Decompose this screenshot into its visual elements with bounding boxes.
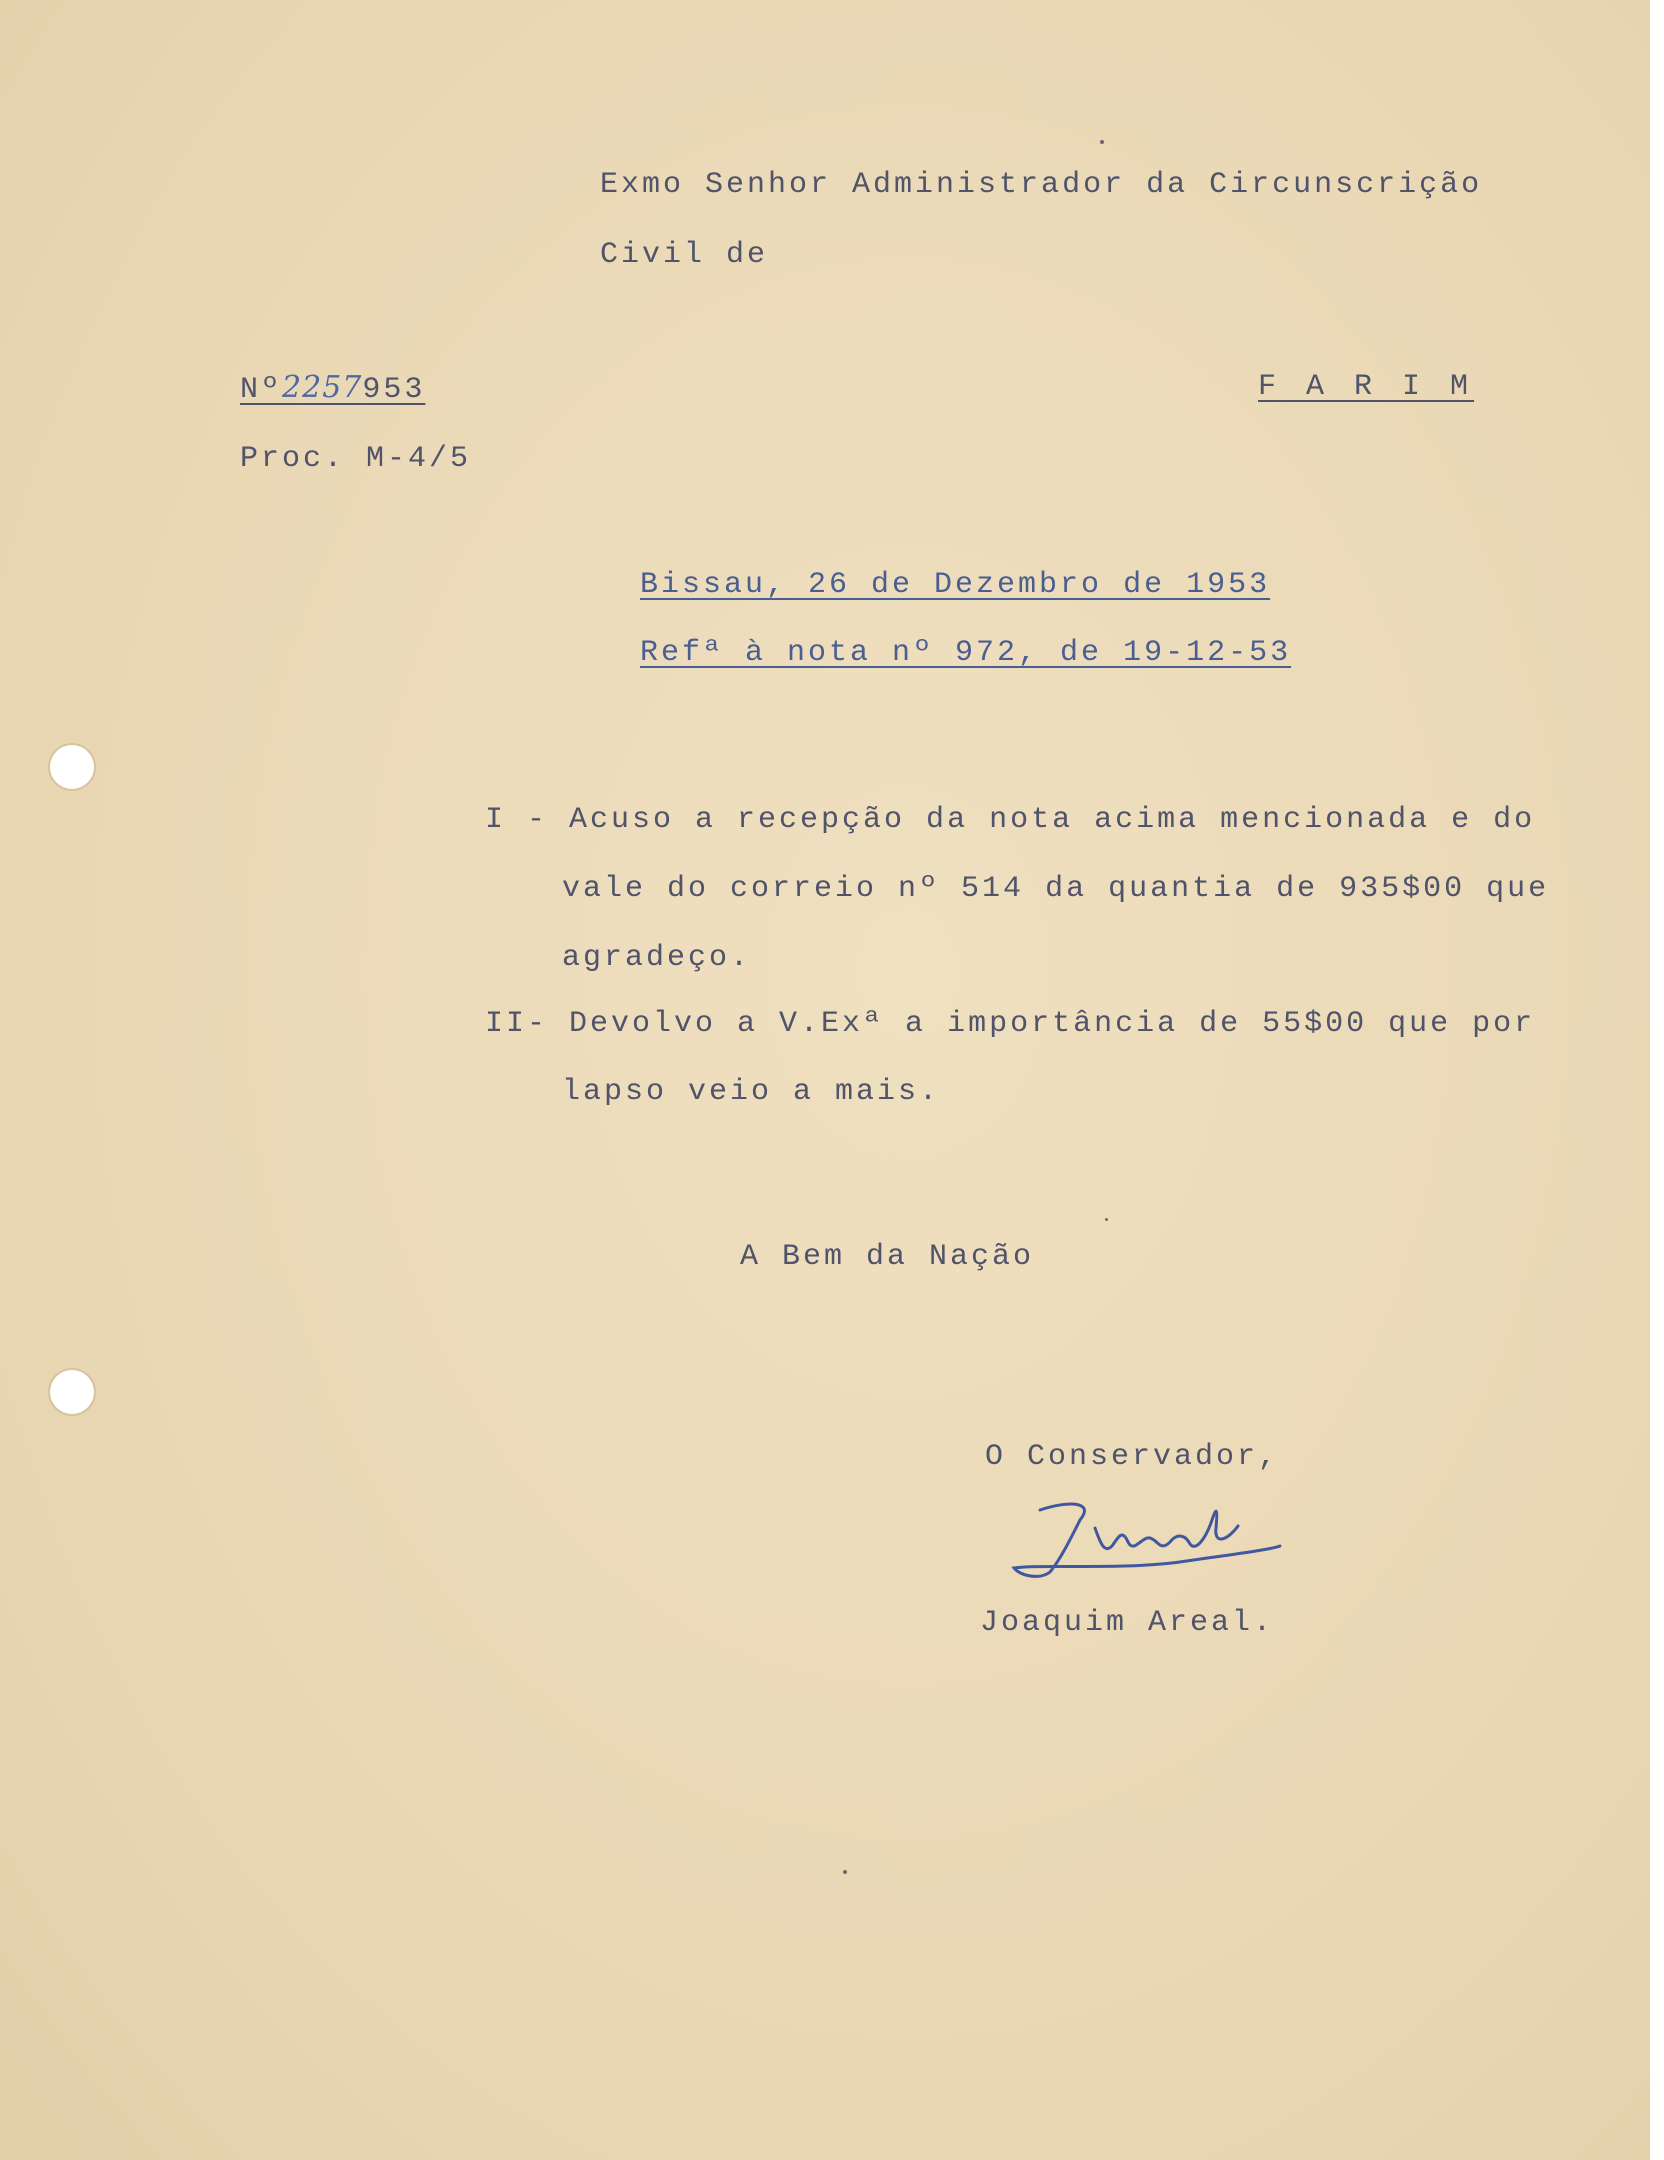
paragraph-1-line-2: vale do correio nº 514 da quantia de 935$00 que: [562, 872, 1550, 906]
paper-speck: [843, 1870, 847, 1874]
signoff-title: O Conservador,: [985, 1440, 1280, 1474]
reference-line: Refª à nota nº 972, de 19-12-53: [640, 636, 1292, 670]
paper-speck: [1100, 140, 1104, 144]
paragraph-2-line-2: lapso veio a mais.: [562, 1075, 941, 1109]
destination-town: F A R I M: [1258, 370, 1475, 404]
scan-edge: [1650, 0, 1664, 2160]
process-number: Proc. M-4/5: [240, 442, 472, 476]
signer-name: Joaquim Areal.: [980, 1606, 1275, 1640]
paper-speck: [1105, 1218, 1108, 1221]
punch-hole-bottom: [50, 1370, 94, 1414]
date-line: Bissau, 26 de Dezembro de 1953: [640, 568, 1271, 602]
ref-no-year: 953: [362, 373, 426, 407]
closing-formula: A Bem da Nação: [740, 1240, 1035, 1274]
reference-number: [240, 370, 425, 407]
ref-no-prefix: Nº: [240, 373, 283, 407]
addressee-line-1: Exmo Senhor Administrador da Circunscrição: [600, 168, 1483, 202]
punch-hole-top: [50, 745, 94, 789]
paragraph-2-line-1: II- Devolvo a V.Exª a importância de 55$00 que por: [485, 1007, 1536, 1041]
signature-image: [1000, 1480, 1300, 1590]
ref-no-handwritten: 2257: [282, 370, 363, 405]
addressee-line-2: Civil de: [600, 238, 769, 272]
paragraph-1-line-1: I - Acuso a recepção da nota acima mencionada e do: [485, 803, 1536, 837]
paragraph-1-line-3: agradeço.: [562, 941, 752, 975]
